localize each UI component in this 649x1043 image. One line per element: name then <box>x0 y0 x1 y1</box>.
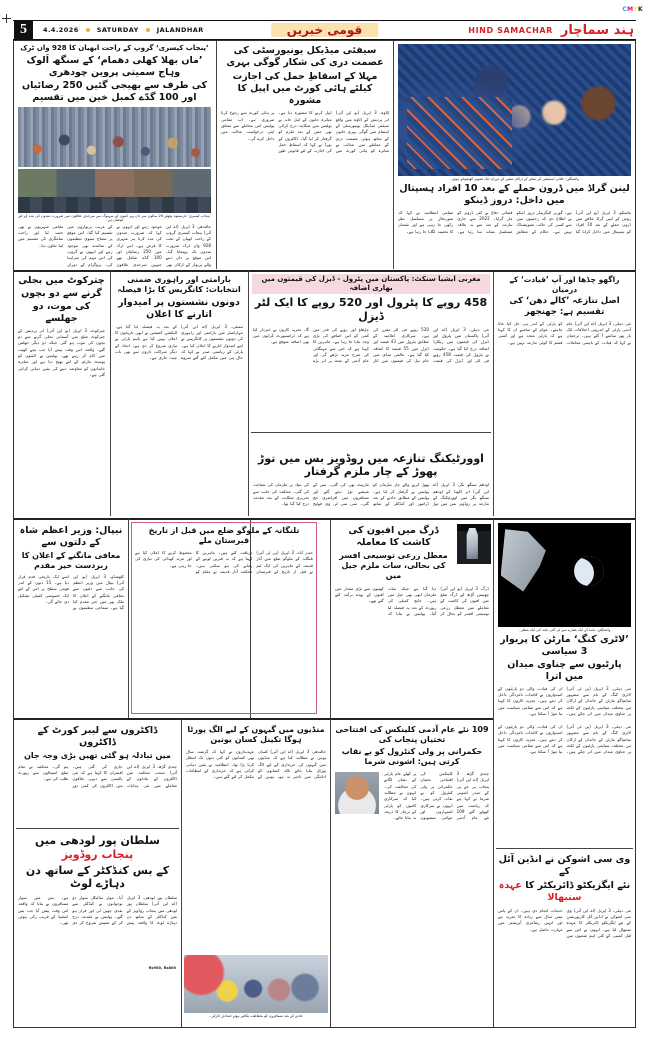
column-rule <box>248 271 249 516</box>
article-body: ممبئی، 3 اپریل (اے این آئی) مہاراشٹر میں بارامتی اور راہوری کی دونوں نشستوں پر کانگریس نے اپنے امیدوار اتارنے کا اعلان کیا ہے۔ پارٹی کے ریاستی صدر نے کہا کہ حال ہی میں مکمل کئے گئے سروے کے بعد یہ فیصلہ لیا گیا ہے۔ الیکشن کمیشن نے ابھی تاریخوں کا اعلان نہیں کیا ہے تاہم پارٹی نے تیاری شروع کر دی ہے۔ اتحاد کے دیگر شراکت داروں سے بھی بات چیت جاری ہے۔ <box>115 323 243 361</box>
dateline <box>43 26 204 34</box>
photo-caption: ’پنجاب کیسری‘ نازسموہ پچھلے 26 سالوں سے دان ویر کنبوں کے سہیوگ سے سرحدی علاقوں میں ضرورت مندوں کی مدد کے لئے کوشاں ہے۔ <box>18 213 211 222</box>
article-headline-line2: دونوں نشستوں پر امیدوار اتارنے کا اعلان <box>118 297 240 320</box>
brand-logo-ur: ہند سماچار <box>560 22 634 38</box>
column-rule <box>330 519 331 719</box>
publication-day: SATURDAY <box>96 26 139 34</box>
cmyk-c: C <box>622 6 628 13</box>
photo-caption: واشنگٹن: ناسا کے ایک طیارے سے لی گئی چاند کی ایک منظر۔ <box>518 628 611 632</box>
article-body: کٹھمنڈو، 3 اپریل (یو این آئی) نیپال میں وزیر اعظم کی جانب سے دلتوں سے معافی مانگنے کے اعلان کا ملک بھر میں خیر مقدم کیا گیا ہے۔ سماجی تنظیموں نے اسے ایک تاریخی قدم قرار دیا ہے۔ 15 دنوں کے اندر قومی سطح پر اس کے لئے ایک خصوصی کمیٹی تشکیل دی جائے گی۔ <box>18 573 124 611</box>
photo-caption: واشنگٹن: خلائی اسٹیشن کے عملے کے ارکان مشن کے دوران ایک تصویر کھنچواتے ہوئے۔ <box>450 177 579 181</box>
article-headline-line1: چترکوٹ میں بجلی <box>18 275 105 286</box>
article-headline-line2: معطل زرعی توسیعی افسر کی بحالی، سات ملزم جیل میں <box>339 550 448 580</box>
article-body: نئی دہلی، 3 اپریل (اے این آئی) وی سی اشوکن نے انڈین آئل کارپوریشن کے نئے ایگزیکٹو ڈائریکٹر کا عہدہ سنبھال لیا ہے۔ انہوں نے اس سے قبل کمپنی کے کئی اہم شعبوں میں خدمات انجام دی ہیں۔ ان کے پاس تیس سال سے زیادہ کا تجربہ ہے اور انہیں ریفائنری آپریشنز میں مہارت حاصل ہے۔ <box>498 907 631 938</box>
article-kicker-line2 <box>496 295 633 321</box>
article-lottery-king <box>496 522 633 717</box>
article-headline: لینن گراڈ میں ڈرون حملے کے بعد 10 افراد ہسپتال میں داخل: دروز ڈینکو <box>399 183 630 206</box>
article-headline-line2: کی طرف سے بھیجی گئیں 250 رضائیاں اور 100 گدّے کمبل خین میں تقسیم <box>22 79 207 103</box>
photo-space-station-crew <box>398 44 631 176</box>
article-body: چندی گڑھ، 3 اپریل (اے این آئی) صحت محکمہ میں ڈاکٹروں کے تبادلوں کے معاملے میں نئی ہدایات جاری کی گئی ہیں۔ افسران کا کہنا ہے کہ نئی پالیسی سے دیہی علاقوں میں ڈاکٹروں کی کمی دور ہو گی۔ محکمہ نے تمام ضلع اسپتالوں سے رپورٹ طلب کی ہے۔ <box>18 763 177 788</box>
article-indian-oil <box>496 852 633 1027</box>
article-body: نئی دہلی، 3 اپریل (پی ٹی آئی) لاٹری کنگ کے نام سے مشہور سانتیاگو مارٹن کے خاندان کے ارکان تین مختلف سیاسی پارٹیوں کے ٹکٹ پر چناوی میدان میں اتر چکے ہیں۔ ان کی قیادت والی دو پارٹیوں کے امیدواروں نے کاغذات نامزدگی داخل کر دیئے ہیں۔ تجزیہ کاروں کا کہنا ہے کہ اس سے مقامی سیاست میں نیا موڑ آ سکتا ہے۔ <box>498 724 632 755</box>
page-number: 5 <box>14 21 33 39</box>
article-medical-university <box>219 43 391 268</box>
photo-block-bus-rescue <box>184 955 328 1027</box>
article-body: حیدر آباد، 2 اپریل (پی ٹی آئی) تلنگانہ کے ملوگو ضلع میں آثار قدیمہ کے ماہرین کی ایک ٹیم نے قبل از تاریخ کے قبرستان دریافت کئے ہیں۔ ماہرین کا کہنا ہے کہ یہ قبریں لوہے کے زمانے کی ہو سکتی ہیں۔ محکمہ آثار قدیمہ نے مقام کو محفوظ کرنے کا اعلان کیا ہے اور مزید کھدائی کی تیاری کی جا رہی ہے۔ <box>135 550 314 575</box>
article-body: نئی دہلی، 3 اپریل (اے این آئی) پاکستان میں پٹرول اور ڈیزل کی قیمتوں میں ریکارڈ اضافہ درج کیا گیا ہے۔ حکومت نے پٹرول کی قیمت 458 روپے فی لٹر اور ڈیزل کی قیمت 520 روپے فی لٹر مقرر کی ہے۔ سرکاری اعلامیہ کے مطابق پٹرول میں 43 فیصد اور ڈیزل میں 55 فیصد کا اضافہ کیا گیا ہے۔ عالمی منڈی میں خام تیل کی قیمتوں میں اتار چڑھاؤ اور روپے کی قدر میں کمی کو اس اضافے کی بڑی وجہ بتایا جا رہا ہے۔ ماہرین کا کہنا ہے کہ اس سے مہنگائی کی شرح مزید بڑھے گی اور عام آدمی کے بجٹ پر اثر پڑے گا۔ تجزیہ کاروں نے خبردار کیا ہے کہ ٹرانسپورٹ کرایوں میں بھی اضافہ متوقع ہے۔ <box>253 326 489 364</box>
article-kicker: مغربی ایشیا سنکٹ: پاکستان میں پٹرول - ڈیزل کی قیمتوں میں بھاری اضافہ <box>252 274 490 294</box>
kicker-text: اصل تنازعہ ’کالے دھن‘ کی تقسیم ہے: جھنجھر <box>509 295 620 317</box>
brand-name-en: HIND SAMACHAR <box>468 25 553 35</box>
article-kicker: ’پنجاب کیسری‘ گروپ کے راحت ابھیان کا 928 واں ٹرک <box>20 44 209 52</box>
headline-text: 109 نئے عام آدمی کلینکس کی افتتاحی تختیاں پنجاب کی <box>335 725 489 744</box>
article-headline-line2: مہلا کے اسقاطِ حمل کی اجازت کیلئے ہائی کورٹ میں اپیل کا مشورہ <box>232 70 378 106</box>
article-sultanpur-lodhi-robbery <box>16 832 179 1026</box>
article-headline-line1: ’لاٹری کنگ‘ مارٹن کا پریوار 3 سیاسی <box>500 634 629 657</box>
cmyk-color-bar <box>622 6 643 13</box>
article-raghu-chadha <box>496 274 633 514</box>
article-leningrad-drone <box>396 43 633 268</box>
article-mandi-labourers <box>184 724 328 834</box>
article-headline-line2 <box>496 878 633 908</box>
photo-politician-headshot <box>335 772 379 814</box>
article-body: نئی دہلی، 3 اپریل (پی ٹی آئی) لاٹری کنگ کے نام سے مشہور سانتیاگو مارٹن کے خاندان کے ارکان تین مختلف سیاسی پارٹیوں کے ٹکٹ پر چناوی میدان میں اتر چکے ہیں۔ ان کی قیادت والی دو پارٹیوں کے امیدواروں نے کاغذات نامزدگی داخل کر دیئے ہیں۔ تجزیہ کاروں کا کہنا ہے کہ اس سے مقامی سیاست میں نیا موڑ آ سکتا ہے۔ <box>498 685 632 716</box>
headline-text-red: پنجاب روڈویز <box>61 847 134 861</box>
column-rule <box>393 41 394 269</box>
photo-crowd-distribution <box>18 107 211 167</box>
article-body: نئی دہلی، 3 اپریل (اے این آئی) عام آدمی پارٹی کے اندرونی اختلافات ایک بار پھر سامنے آ گئے ہیں۔ ترجمان نے کہا کہ قیادت کے باہمی معاملات کو پارٹی کے اندر ہی حل کیا جانا چاہئے۔ عوام کے سامنے ان کا کہنا ہے کہ پارٹی متحد ہے اور کسی قسم کا کوئی تنازعہ نہیں ہے۔ <box>498 320 631 345</box>
overtaking-headline: اوورٹیکنگ تنازعہ میں روڈویز بس میں توڑ پھوڑ کے چار ملزم گرفتار <box>258 451 484 479</box>
article-headline-line2: معافی مانگنے کے اعلان کا زبردست خیر مقدم <box>21 550 121 570</box>
fare-note: Rs900, Rs800 <box>148 966 176 970</box>
article-headline-line1: نیپال: وزیر اعظم شاہ کے دلتوں سے <box>19 525 123 548</box>
photo-crescent-moon <box>498 523 631 627</box>
article-headline: تلنگانہ کے ملوگو ضلع میں قبل از تاریخ قبرستان ملے <box>148 526 300 545</box>
article-body: جالندھر، 3 اپریل (اے این آئی) پنجاب کیسری گروپ کے راحت ابھیان کے تحت 928 واں ٹرک ضرورت مندوں تک پہنچایا گیا۔ اس موقع پر دان دینے والے پریوار کے ارکان بھی موجود رہے اور انہوں نے کہا کہ ضرورت مندوں کی مدد کرنا ہر شہری کا فرض ہے۔ اس ٹرک میں 250 رضائیاں اور 100 گدّے شامل تھے جنہیں سرحدی علاقوں کے غریب پریواروں میں تقسیم کیا گیا۔ اس موقع پر سماج سیوی تنظیموں کے نمائندے بھی موجود رہے اور انہوں نے گروپ کی اس مہم کی سراہنا کی۔ پروگرام کے دوران مقامی شہریوں نے بھی حصہ لیا اور راحت سامگری کی تقسیم میں اپنا تعاون دیا۔ <box>18 223 211 267</box>
article-headline-line2: پارٹیوں سے چناوی میدان میں اترا <box>507 658 622 682</box>
article-headline: منڈیوں میں گیہوں کے لیے الگ پورٹا ہوگا تکینل کسان یونین <box>187 725 325 744</box>
section-divider <box>14 518 635 520</box>
article-headline-line2: گرنے سے دو بچوں <box>21 287 102 299</box>
article-divider <box>16 828 179 829</box>
headline-text-red: عہدہ سنبھالا <box>498 879 582 903</box>
article-body: چترکوٹ، 3 اپریل (یو این آئی) اتر پردیش کے چترکوٹ ضلع میں آسمانی بجلی گرنے سے دو بچوں کی موت ہو گئی جبکہ دو دیگر جھلس گئے۔ واقعہ اس وقت پیش آیا جب بچے کھیت میں کام کر رہے تھے۔ پولیس نے لاشوں کو پوسٹ مارٹم کے لئے بھیج دیا ہے اور متاثرہ خاندانوں کو معاوضہ دینے کی یقین دہانی کرائی گئی ہے۔ <box>18 327 105 377</box>
article-durg-opium <box>333 524 491 714</box>
photo-seized-device <box>457 524 491 564</box>
article-body: اِٹاوہ، 3 اپریل (یو این آئی) اتر پردیش کے اِٹاوہ میں واقع سیفئی میڈیکل یونیورسٹی کے اہتمام میں گوگی بہری خاتون کے ساتھ ہوئی عصمت دری کے معاملے میں عدالت نے متاثرہ کو ہائی کورٹ میں اپیل کرنے کا مشورہ دیا ہے۔ متاثرہ خاتون کے اہل خانہ نے پولیس میں شکایت درج کرائی تھی جس کے بعد ملزم کو گرفتار کر لیا گیا۔ ڈاکٹروں کے بورڈ نے کہا کہ اسقاطِ حمل کی اجازت کے لئے قانونی طور پر ہائی کورٹ سے رجوع کرنا ضروری ہے۔ اب مقامی پولیس اس معاملے سے متعلق اپنی درخواست عدالت میں داخل کرے گی۔ <box>221 110 389 154</box>
masthead-brand <box>468 23 634 38</box>
article-headline-line1 <box>16 832 179 862</box>
article-headline: 458 روپے کا پٹرول اور 520 روپے کا ایک لٹر ڈیزل <box>254 296 488 323</box>
article-barhamati-byelection <box>113 274 245 514</box>
article-headline-line1: ’ماں بھلا کھلی دھمام‘ کے سنگھ اَلوک وہاج سمیتی پروین چودھری <box>26 55 203 78</box>
article-doctors-transfer <box>16 724 179 824</box>
article-nepal-pm <box>16 524 126 714</box>
article-headline-line2: کے بس کنڈکٹر کے ساتھ دن دہاڑے لوٹ <box>25 863 170 891</box>
photo-caption: حادثے کے بعد مسافروں کو بحفاظت نکالتے ہوئے امدادی کارکن۔ <box>209 1014 303 1018</box>
section-banner: قومی خبریں <box>271 23 378 37</box>
column-rule <box>181 719 182 1027</box>
cmyk-y: Y <box>633 6 639 13</box>
article-kicker-line1: راگھو چڈھا اور آپ ’قیادت‘ کے درمیان <box>509 275 620 294</box>
article-chitrakoot-lightning <box>16 274 107 514</box>
publication-city: JALANDHAR <box>156 26 204 34</box>
article-body: چندی گڑھ، 3 اپریل (اے این آئی) پنجاب بی جے پی کے صدر اشونی شرما نے کہا ہے کہ ریاست میں کھولے گئے 109 نئے عام آدمی کلینکس کی افتتاحی تختیاں حکمرانی پر ولی کنٹرول کو بے نقاب کرتی ہیں۔ انہوں نے سرکاری اشتہاروں اور عوامی منصوبوں پر کھلے عام پارٹی کے نشان لگانے کی مخالفت کی۔ انہوں نے مطالبہ کیا کہ سرکاری کاموں کو پارٹی کے پرچار کا ذریعہ نہ بنایا جائے۔ <box>384 771 489 821</box>
spacecraft-shape-icon <box>501 529 546 591</box>
publication-date: 4.4.2026 <box>43 26 79 34</box>
article-right-filler <box>496 722 633 844</box>
photo-portraits-strip <box>18 169 211 213</box>
column-rule <box>216 41 217 269</box>
photo-bus-rescue <box>184 955 328 1013</box>
column-rule <box>493 271 494 516</box>
article-headline-line1: ڈاکٹروں سے لیبر کورٹ کے ڈاکٹروں <box>37 725 158 748</box>
dot-separator-icon <box>86 28 90 32</box>
article-fuel-prices <box>251 274 491 514</box>
cmyk-k: K <box>638 6 643 13</box>
article-telangana-graveyard <box>131 522 317 714</box>
moon-shape-icon <box>574 556 604 586</box>
article-body: سلطان پور لودھی، 3 اپریل (اے این آئی) سلطان پور لودھی میں پنجاب روڈویز کے بس کنڈکٹر کے ساتھ دن دہاڑے لوٹ کا واقعہ پیش آیا۔ موٹر سائیکل سوار دو نوجوانوں نے کنڈکٹر سے نقدی چھین لی اور فرار ہو گئے۔ پولیس نے مقدمہ درج کر کے تفتیش شروع کر دی ہے۔ بس میں سوار مسافروں نے بتایا کہ واقعہ اس وقت پیش آیا جب بس اسٹینڈ کے قریب رکی ہوئی تھی۔ <box>18 895 177 926</box>
headline-text-black: سلطان پور لودھی میں <box>34 834 161 847</box>
article-divider <box>251 432 491 433</box>
article-aam-aadmi-clinic <box>333 724 491 1027</box>
article-body: جالندھر، 3 اپریل (اے این آئی) کسان یونین نے مطالبہ کیا ہے کہ منڈیوں میں گیہوں کی خریداری کے لیے الگ پورٹل بنایا جائے تاکہ کسانوں کو ادائیگی میں تاخیر نہ ہو۔ یونین کے عہدیداروں نے کہا کہ گزشتہ سال بھی کسانوں کو کئی دنوں تک انتظار کرنا پڑا تھا۔ انتظامیہ نے یقین دہانی کرائی ہے کہ خریداری کے انتظامات مکمل کر لئے گئے ہیں۔ <box>186 749 327 780</box>
headline-text-black: نئے ایگزیکٹو ڈائریکٹر کا <box>525 879 631 891</box>
article-headline-line2: میں تبادلہ ہو گئی تھیں بڑی وجہ جان <box>24 750 171 760</box>
column-rule <box>110 271 111 516</box>
article-body: ماسکو، 3 اپریل (یو این آئی) روس کے لینن گراڈ علاقے میں ڈرون حملے کے بعد 10 افراد کو ہسپتال میں داخل کرایا گیا ہے۔ گورنر الیگزینڈر دروز ڈینکو نے اطلاع دی کہ زخمیوں میں سے کسی کی حالت تشویشناک نہیں ہے۔ حکام کے مطابق فضائی دفاع نے کئی ڈرونز کو مار گرایا۔ 2022 سے جاری تنازعہ کے بعد سے یہ علاقہ مسلسل نشانہ بنتا رہا ہے۔ مقامی انتظامیہ نے کہا کہ صورتحال پر مسلسل نظر رکھی جا رہی ہے اور نقصان کا تخمینہ لگایا جا رہا ہے۔ <box>398 209 631 234</box>
column-rule <box>493 519 494 1027</box>
article-headline-line1: وی سی اشوکن نے انڈین آئل کے <box>498 854 631 877</box>
masthead-bar <box>13 20 636 40</box>
column-rule <box>128 519 129 719</box>
article-headline-line1: سیفئی میڈیکل یونیورسٹی کی عصمت دری کی شکار گوگی بہری <box>226 45 384 68</box>
cmyk-m: M <box>627 6 634 13</box>
dot-separator-icon <box>146 28 150 32</box>
column-rule <box>330 719 331 1027</box>
article-body: ڈرگ، 3 اپریل (یو این آئی) چھتیس گڑھ کے ڈرگ ضلع میں افیون کی کاشت کے معاملے میں معطل زرعی توسیعی افسر کو بحال کر دیا گیا ہے جبکہ سات ملزمان ابھی بھی جیل میں ہیں۔ جانچ کمیٹی کی رپورٹ کے بعد یہ فیصلہ لیا گیا۔ پولیس نے بتایا کہ کھیتوں سے بڑی مقدار میں افیون کے پودے برآمد کئے گئے تھے۔ <box>335 585 489 617</box>
overtaking-body: اودھم سنگھ نگر، 3 اپریل (اے این آئی) اتر اکھنڈ کے اودھم سنگھ نگر میں اوورٹیکنگ کے تنازعہ پر روڈویز بس میں توڑ پھوڑ کرنے والے چار ملزمان کو پولیس نے گرفتار کر لیا ہے۔ پولیس کے مطابق حادثے کے بعد ڈرائیور اور کنڈکٹر کے ساتھ مارپیٹ بھی کی گئی۔ بس کے شیشے توڑ دیئے گئے اور مسافروں میں افراتفری مچ گئی۔ سی سی ٹی وی فوٹیج کی بنیاد پر ملزمان کی شناخت کی گئی۔ محکمہ کی جانب سے تحریری شکایت کے بعد مقدمہ درج کیا گیا تھا۔ <box>253 482 490 507</box>
section-divider <box>14 718 493 720</box>
article-headline-line2: حکمرانی پر ولی کنٹرول کو بے نقاب کرتی ہیں: اشونی شرما <box>341 747 483 766</box>
article-punjab-kesari-group <box>16 43 213 268</box>
article-headline-line1: ڈرگ میں افیون کی کاشت کا معاملہ <box>348 525 439 548</box>
article-headline-line3: کی موت، دو جھلسے <box>32 300 91 324</box>
section-divider <box>14 270 635 272</box>
article-headline-line1: بارامتی اور راہوری ضمنی انتخابات: کانگریس کا بڑا فیصلہ <box>117 275 241 294</box>
article-headline-line1 <box>333 724 491 745</box>
registration-mark <box>2 14 11 23</box>
article-divider <box>496 848 633 849</box>
